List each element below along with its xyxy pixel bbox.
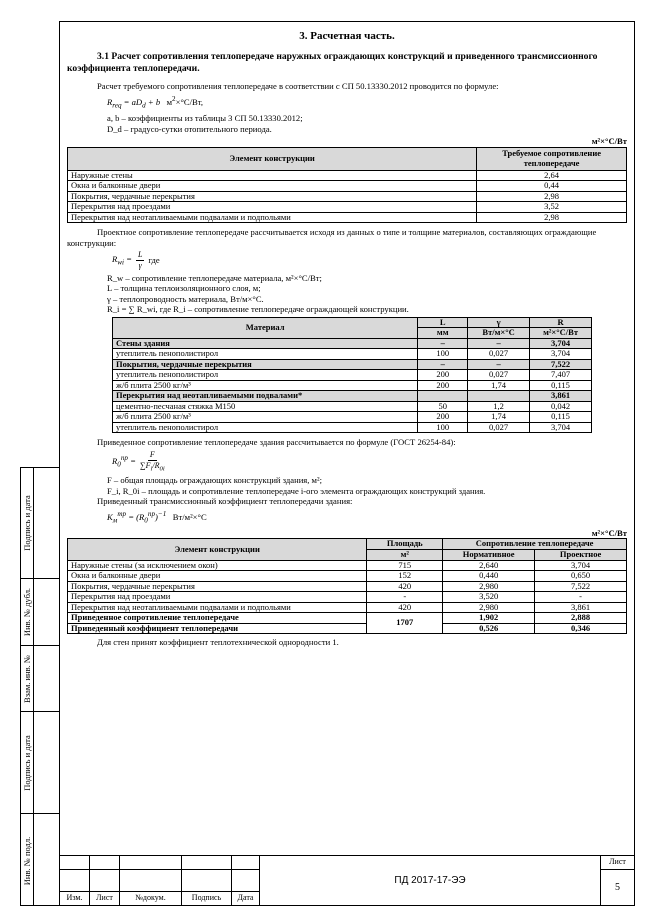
table-header: Проектное — [535, 550, 627, 561]
summary-proj: 3,704 — [535, 560, 627, 571]
table3-unit: м²×°С/Вт — [591, 528, 627, 538]
formula-note: D_d – градусо-сутки отопительного периода. — [107, 123, 272, 134]
table-row — [113, 412, 592, 423]
material-name: ж/б плита 2500 кг/м³ — [113, 380, 418, 391]
table-header-unit: мм — [418, 328, 468, 339]
summary-proj: 0,346 — [535, 623, 627, 634]
formula-suffix: где — [148, 255, 160, 266]
table-row — [113, 422, 592, 433]
summary-norm: 0,526 — [443, 623, 535, 634]
formula-req: $R_{req} = aD_d + b$ $м^2\times^\circ С/Вт$, — [107, 94, 203, 110]
required-value: 0,44 — [477, 181, 627, 192]
table1-unit: м²×°С/Вт — [591, 136, 627, 147]
material-g: – — [468, 359, 530, 370]
table-header-unit: Вт/м×°С — [468, 328, 530, 339]
table-header: Материал — [113, 317, 418, 338]
table-header: L — [418, 317, 468, 328]
material-R: 7,407 — [530, 370, 592, 381]
material-R: 0,115 — [530, 412, 592, 423]
table-row — [113, 401, 592, 412]
table-row — [68, 170, 627, 181]
summary-area: 420 — [367, 581, 443, 592]
formula-note: F – общая площадь ограждающих конструкций здания, м²; — [107, 475, 322, 486]
formula-unit: Вт/м²×°С — [172, 511, 207, 522]
summary-area: 420 — [367, 602, 443, 613]
material-R: 3,704 — [530, 422, 592, 433]
material-R: 0,115 — [530, 380, 592, 391]
group-row — [113, 359, 592, 370]
formula-rw: $R_{wi}$ = $\frac{L}{\gamma}$ где — [112, 250, 160, 270]
summary-norm: 1,902 — [443, 613, 535, 624]
stamp-col-label: Лист — [90, 892, 120, 906]
summary-area: 715 — [367, 560, 443, 571]
formula-r0: $R_0^{пр}$ = $\frac{F}{\sum F_i/R_{0i}}$ — [112, 449, 165, 473]
material-g: 0,027 — [468, 349, 530, 360]
table-row — [68, 571, 627, 582]
material-L: – — [418, 338, 468, 349]
summary-name: Перекрытия над неотапливаемыми подвалами и подпольями — [68, 602, 367, 613]
material-R: 3,704 — [530, 338, 592, 349]
document-code: ПД 2017-17-ЭЭ — [260, 856, 601, 906]
material-R: 0,042 — [530, 401, 592, 412]
table-row — [68, 202, 627, 213]
formula-note: a, b – коэффициенты из таблицы 3 СП 50.13330.2012; — [107, 113, 303, 124]
material-name: утеплитель пенополистирол — [113, 422, 418, 433]
material-name: утеплитель пенополистирол — [113, 349, 418, 360]
summary-area: 152 — [367, 571, 443, 582]
summary-name: Покрытия, чердачные перекрытия — [68, 581, 367, 592]
material-R: 3,861 — [530, 391, 592, 402]
summary-name: Окна и балконные двери — [68, 571, 367, 582]
summary-norm: 2,980 — [443, 581, 535, 592]
table-header: Сопротивление теплопередаче — [443, 539, 627, 550]
table-row — [68, 560, 627, 571]
material-L — [418, 391, 468, 402]
sidebar-label: Инв. № подл. — [21, 836, 32, 885]
paragraph: Проектное сопротивление теплопередаче рассчитывается исходя из данных о типе и толщине материалов, составляющих ограждающие конструкции: — [67, 227, 597, 248]
summary-norm: 0,440 — [443, 571, 535, 582]
material-name: ж/б плита 2500 кг/м³ — [113, 412, 418, 423]
formula-k: $K_м^{тр} = (R_0^{пр})^{-1}$ Вт/м²×°С — [107, 509, 207, 525]
summary-name: Наружные стены (за исключением окон) — [68, 560, 367, 571]
material-g: 0,027 — [468, 422, 530, 433]
title-block — [59, 855, 635, 906]
summary-proj: - — [535, 592, 627, 603]
summary-area: - — [367, 592, 443, 603]
sidebar-label: Подпись и дата — [21, 734, 32, 791]
stamp-col-label: Подпись — [182, 892, 232, 906]
table-row — [113, 349, 592, 360]
table-header-unit: м²×°С/Вт — [530, 328, 592, 339]
summary-row-label: Приведенное сопротивление теплопередаче — [68, 613, 367, 624]
material-name: Покрытия, чердачные перекрытия — [113, 359, 418, 370]
formula-note: F_i, R_0i – площадь и сопротивление теплопередаче i-ого элемента ограждающих конструкций здания. — [107, 485, 486, 496]
subsection-title: 3.1 Расчет сопротивления теплопередаче наружных ограждающих конструкций и приведенного трансмиссионного коэффициента теплопередачи. — [67, 51, 598, 75]
materials-table — [112, 317, 592, 434]
material-L: 100 — [418, 349, 468, 360]
element-name: Покрытия, чердачные перекрытия — [68, 191, 477, 202]
table-header: Требуемое сопротивление теплопередаче — [477, 147, 627, 170]
material-name: Перекрытия над неотапливаемыми подвалами* — [113, 391, 418, 402]
material-g: – — [468, 338, 530, 349]
document-body — [67, 27, 627, 648]
table-header-unit: м² — [367, 550, 443, 561]
material-name: Стены здания — [113, 338, 418, 349]
summary-norm: 3,520 — [443, 592, 535, 603]
material-g: 1,74 — [468, 380, 530, 391]
table-row — [68, 181, 627, 192]
sidebar-label: Взам. инв. № — [21, 654, 32, 703]
material-L: 200 — [418, 380, 468, 391]
required-value: 3,52 — [477, 202, 627, 213]
material-L: 100 — [418, 422, 468, 433]
summary-name: Перекрытия над проездами — [68, 592, 367, 603]
summary-proj: 7,522 — [535, 581, 627, 592]
total-area: 1707 — [367, 613, 443, 634]
sidebar-label: Инв. № дубл. — [21, 587, 32, 637]
material-name: утеплитель пенополистирол — [113, 370, 418, 381]
table-header: Нормативное — [443, 550, 535, 561]
sheet-number: 5 — [601, 870, 635, 906]
section-title: 3. Расчетная часть. — [299, 30, 395, 42]
required-value: 2,98 — [477, 212, 627, 223]
material-L: 200 — [418, 412, 468, 423]
formula-note: L – толщина теплоизоляционного слоя, м; — [107, 283, 261, 294]
material-g: 1,2 — [468, 401, 530, 412]
required-value: 2,64 — [477, 170, 627, 181]
table-header: γ — [468, 317, 530, 328]
group-row — [113, 391, 592, 402]
material-g — [468, 391, 530, 402]
required-value: 2,98 — [477, 191, 627, 202]
left-stamp — [20, 467, 59, 906]
material-L: 50 — [418, 401, 468, 412]
material-L: 200 — [418, 370, 468, 381]
material-g: 1,74 — [468, 412, 530, 423]
summary-norm: 2,980 — [443, 602, 535, 613]
element-name: Перекрытия над проездами — [68, 202, 477, 213]
summary-proj: 0,650 — [535, 571, 627, 582]
summary-proj: 3,861 — [535, 602, 627, 613]
footnote: Для стен принят коэффициент теплотехнической однородности 1. — [97, 637, 339, 648]
material-name: цементно-песчаная стяжка М150 — [113, 401, 418, 412]
summary-table — [67, 538, 627, 634]
table-row — [68, 191, 627, 202]
required-resistance-table — [67, 147, 627, 224]
stamp-col-label: №докум. — [120, 892, 182, 906]
formula-note: γ – теплопроводность материала, Вт/м×°С. — [107, 293, 264, 304]
table-header: Элемент конструкции — [68, 147, 477, 170]
table-row — [68, 581, 627, 592]
element-name: Наружные стены — [68, 170, 477, 181]
table-row — [68, 592, 627, 603]
intro-text: Расчет требуемого сопротивления теплопередаче в соответствии с СП 50.13330.2012 проводится по формуле: — [97, 81, 499, 92]
formula-note: R_i = ∑ R_wi, где R_i – сопротивление теплопередаче ограждающей конструкции. — [107, 304, 409, 315]
group-row — [113, 338, 592, 349]
formula-note: R_w – сопротивление теплопередаче материала, м²×°С/Вт; — [107, 272, 322, 283]
stamp-col-label: Изм. — [60, 892, 90, 906]
summary-norm: 2,640 — [443, 560, 535, 571]
material-g: 0,027 — [468, 370, 530, 381]
sheet-label: Лист — [601, 856, 635, 870]
material-L: – — [418, 359, 468, 370]
table-row — [68, 212, 627, 223]
table-header: Элемент конструкции — [68, 539, 367, 560]
paragraph: Приведенный трансмиссионный коэффициент теплопередачи здания: — [97, 496, 353, 507]
stamp-col-label: Дата — [232, 892, 260, 906]
table-row — [113, 380, 592, 391]
material-R: 7,522 — [530, 359, 592, 370]
table-row — [113, 370, 592, 381]
paragraph: Приведенное сопротивление теплопередаче здания рассчитывается по формуле (ГОСТ 26254-84): — [97, 437, 456, 448]
table-row — [68, 602, 627, 613]
table-header: R — [530, 317, 592, 328]
element-name: Перекрытия над неотапливаемыми подвалами и подпольями — [68, 212, 477, 223]
material-R: 3,704 — [530, 349, 592, 360]
sidebar-label: Подпись и дата — [21, 495, 32, 551]
summary-proj: 2,888 — [535, 613, 627, 624]
element-name: Окна и балконные двери — [68, 181, 477, 192]
table-header: Площадь — [367, 539, 443, 550]
summary-row-label: Приведенный коэффициент теплопередачи — [68, 623, 367, 634]
